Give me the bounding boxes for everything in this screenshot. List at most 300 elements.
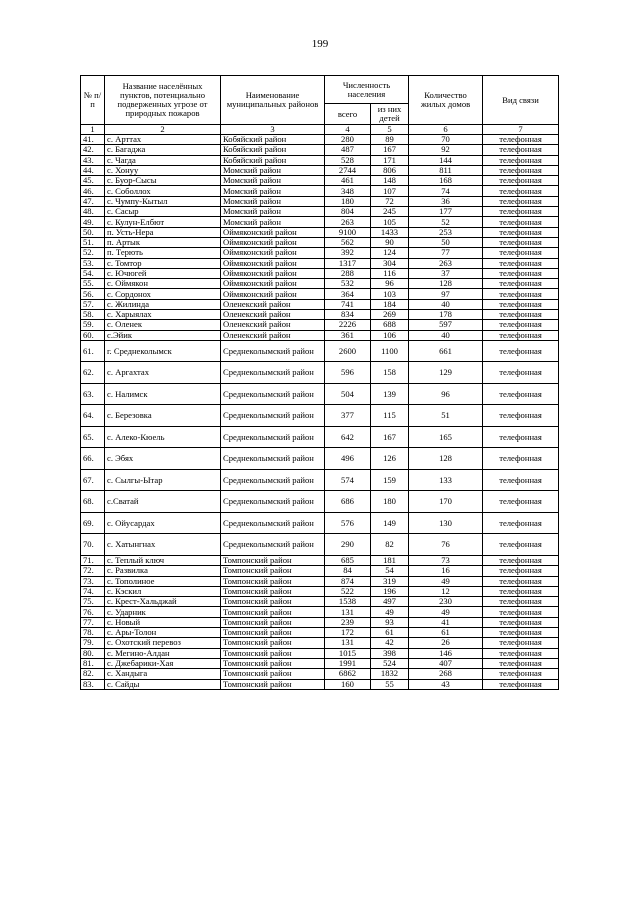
settlement-name: с. Сылгы-Ытар <box>105 469 221 491</box>
district-name: Томпонский район <box>221 628 325 638</box>
houses-count: 12 <box>409 586 483 596</box>
district-name: Оймяконский район <box>221 237 325 247</box>
table-row <box>81 165 559 175</box>
row-number: 47. <box>81 196 105 206</box>
population-children: 93 <box>371 617 409 627</box>
population-children: 245 <box>371 207 409 217</box>
population-total: 280 <box>325 135 371 145</box>
table-body <box>81 135 559 690</box>
table-row <box>81 534 559 556</box>
district-name: Среднеколымский район <box>221 426 325 448</box>
table-header <box>81 76 559 135</box>
row-number: 48. <box>81 207 105 217</box>
row-number: 67. <box>81 469 105 491</box>
district-name: Томпонский район <box>221 597 325 607</box>
houses-count: 70 <box>409 135 483 145</box>
row-number: 82. <box>81 669 105 679</box>
settlement-name: с. Хонуу <box>105 165 221 175</box>
settlement-name: с. Буор-Сысы <box>105 176 221 186</box>
row-number: 59. <box>81 320 105 330</box>
population-total: 804 <box>325 207 371 217</box>
population-children: 139 <box>371 383 409 405</box>
houses-count: 170 <box>409 491 483 513</box>
column-number: 3 <box>221 125 325 135</box>
population-total: 2226 <box>325 320 371 330</box>
population-total: 180 <box>325 196 371 206</box>
houses-count: 43 <box>409 679 483 689</box>
district-name: Оленекский район <box>221 330 325 340</box>
houses-count: 96 <box>409 383 483 405</box>
row-number: 63. <box>81 383 105 405</box>
district-name: Томпонский район <box>221 669 325 679</box>
row-number: 78. <box>81 628 105 638</box>
settlement-name: с. Крест-Хальджай <box>105 597 221 607</box>
communication-type: телефонная <box>483 299 559 309</box>
communication-type: телефонная <box>483 155 559 165</box>
table-row <box>81 268 559 278</box>
population-children: 806 <box>371 165 409 175</box>
population-children: 196 <box>371 586 409 596</box>
settlement-name: с. Чагда <box>105 155 221 165</box>
table-row <box>81 176 559 186</box>
district-name: Оймяконский район <box>221 268 325 278</box>
district-name: Томпонский район <box>221 566 325 576</box>
population-total: 1317 <box>325 258 371 268</box>
settlement-name: с.Эйик <box>105 330 221 340</box>
population-children: 89 <box>371 135 409 145</box>
district-name: Момский район <box>221 217 325 227</box>
population-children: 106 <box>371 330 409 340</box>
settlement-name: с. Харыялах <box>105 310 221 320</box>
population-children: 398 <box>371 648 409 658</box>
row-number: 45. <box>81 176 105 186</box>
district-name: Среднеколымский район <box>221 469 325 491</box>
table-row <box>81 186 559 196</box>
population-children: 115 <box>371 405 409 427</box>
population-total: 834 <box>325 310 371 320</box>
population-total: 496 <box>325 448 371 470</box>
settlement-name: с. Березовка <box>105 405 221 427</box>
population-children: 49 <box>371 607 409 617</box>
table-row <box>81 310 559 320</box>
communication-type: телефонная <box>483 405 559 427</box>
district-name: Среднеколымский район <box>221 512 325 534</box>
population-total: 1015 <box>325 648 371 658</box>
population-total: 2744 <box>325 165 371 175</box>
settlement-name: с. Теплый ключ <box>105 555 221 565</box>
settlement-name: с. Развилка <box>105 566 221 576</box>
table-row <box>81 648 559 658</box>
houses-count: 77 <box>409 248 483 258</box>
communication-type: телефонная <box>483 669 559 679</box>
communication-type: телефонная <box>483 555 559 565</box>
table-row <box>81 597 559 607</box>
row-number: 57. <box>81 299 105 309</box>
population-children: 167 <box>371 145 409 155</box>
district-name: Томпонский район <box>221 617 325 627</box>
communication-type: телефонная <box>483 566 559 576</box>
houses-count: 49 <box>409 607 483 617</box>
settlement-name: с. Оленек <box>105 320 221 330</box>
houses-count: 661 <box>409 340 483 362</box>
header-num: № п/п <box>81 76 105 125</box>
population-children: 116 <box>371 268 409 278</box>
population-total: 348 <box>325 186 371 196</box>
settlement-name: с. Сасыр <box>105 207 221 217</box>
houses-count: 97 <box>409 289 483 299</box>
houses-count: 128 <box>409 279 483 289</box>
population-total: 172 <box>325 628 371 638</box>
population-children: 304 <box>371 258 409 268</box>
district-name: Среднеколымский район <box>221 448 325 470</box>
houses-count: 178 <box>409 310 483 320</box>
population-children: 42 <box>371 638 409 648</box>
district-name: Оймяконский район <box>221 258 325 268</box>
population-total: 741 <box>325 299 371 309</box>
table-row <box>81 669 559 679</box>
houses-count: 74 <box>409 186 483 196</box>
district-name: Кобяйский район <box>221 145 325 155</box>
houses-count: 263 <box>409 258 483 268</box>
row-number: 75. <box>81 597 105 607</box>
settlement-name: с. Багаджа <box>105 145 221 155</box>
district-name: Среднеколымский район <box>221 491 325 513</box>
settlement-name: с. Ойусардах <box>105 512 221 534</box>
district-name: Момский район <box>221 196 325 206</box>
population-total: 377 <box>325 405 371 427</box>
table-row <box>81 196 559 206</box>
row-number: 64. <box>81 405 105 427</box>
district-name: Оленекский район <box>221 320 325 330</box>
table-row <box>81 566 559 576</box>
houses-count: 50 <box>409 237 483 247</box>
communication-type: телефонная <box>483 320 559 330</box>
houses-count: 37 <box>409 268 483 278</box>
communication-type: телефонная <box>483 330 559 340</box>
column-number: 1 <box>81 125 105 135</box>
houses-count: 16 <box>409 566 483 576</box>
table-row <box>81 469 559 491</box>
houses-count: 253 <box>409 227 483 237</box>
settlement-name: с. Томтор <box>105 258 221 268</box>
row-number: 74. <box>81 586 105 596</box>
population-total: 2600 <box>325 340 371 362</box>
table-row <box>81 207 559 217</box>
header-communication: Вид связи <box>483 76 559 125</box>
communication-type: телефонная <box>483 310 559 320</box>
population-total: 522 <box>325 586 371 596</box>
column-number: 4 <box>325 125 371 135</box>
row-number: 77. <box>81 617 105 627</box>
population-children: 181 <box>371 555 409 565</box>
settlement-name: с. Чумпу-Кытыл <box>105 196 221 206</box>
district-name: Среднеколымский район <box>221 362 325 384</box>
communication-type: телефонная <box>483 448 559 470</box>
table-row <box>81 448 559 470</box>
houses-count: 407 <box>409 658 483 668</box>
communication-type: телефонная <box>483 165 559 175</box>
houses-count: 597 <box>409 320 483 330</box>
row-number: 80. <box>81 648 105 658</box>
settlement-name: с. Сайды <box>105 679 221 689</box>
district-name: Кобяйский район <box>221 155 325 165</box>
communication-type: телефонная <box>483 383 559 405</box>
row-number: 54. <box>81 268 105 278</box>
table-row <box>81 586 559 596</box>
table-row <box>81 289 559 299</box>
population-total: 9100 <box>325 227 371 237</box>
district-name: Томпонский район <box>221 555 325 565</box>
settlement-name: с. Ары-Толон <box>105 628 221 638</box>
header-population-children: из них детей <box>371 104 409 125</box>
population-total: 504 <box>325 383 371 405</box>
row-number: 53. <box>81 258 105 268</box>
population-total: 1538 <box>325 597 371 607</box>
communication-type: телефонная <box>483 597 559 607</box>
column-number: 6 <box>409 125 483 135</box>
table-row <box>81 555 559 565</box>
district-name: Оленекский район <box>221 310 325 320</box>
district-name: Среднеколымский район <box>221 340 325 362</box>
communication-type: телефонная <box>483 628 559 638</box>
table-row <box>81 362 559 384</box>
table-row <box>81 491 559 513</box>
communication-type: телефонная <box>483 607 559 617</box>
houses-count: 52 <box>409 217 483 227</box>
district-name: Кобяйский район <box>221 135 325 145</box>
population-children: 103 <box>371 289 409 299</box>
row-number: 42. <box>81 145 105 155</box>
row-number: 41. <box>81 135 105 145</box>
table-row <box>81 576 559 586</box>
row-number: 50. <box>81 227 105 237</box>
table-row <box>81 258 559 268</box>
row-number: 79. <box>81 638 105 648</box>
district-name: Момский район <box>221 186 325 196</box>
settlement-name: с. Налимск <box>105 383 221 405</box>
settlement-name: п. Усть-Нера <box>105 227 221 237</box>
communication-type: телефонная <box>483 469 559 491</box>
population-total: 528 <box>325 155 371 165</box>
communication-type: телефонная <box>483 617 559 627</box>
houses-count: 129 <box>409 362 483 384</box>
population-total: 361 <box>325 330 371 340</box>
population-total: 576 <box>325 512 371 534</box>
population-total: 874 <box>325 576 371 586</box>
settlement-name: с. Алеко-Кюель <box>105 426 221 448</box>
houses-count: 36 <box>409 196 483 206</box>
row-number: 49. <box>81 217 105 227</box>
communication-type: телефонная <box>483 426 559 448</box>
population-children: 171 <box>371 155 409 165</box>
population-total: 364 <box>325 289 371 299</box>
communication-type: телефонная <box>483 289 559 299</box>
row-number: 65. <box>81 426 105 448</box>
communication-type: телефонная <box>483 658 559 668</box>
settlement-name: с. Тополиное <box>105 576 221 586</box>
settlements-table <box>80 75 559 690</box>
settlement-name: с. Эбях <box>105 448 221 470</box>
population-children: 105 <box>371 217 409 227</box>
population-total: 461 <box>325 176 371 186</box>
row-number: 44. <box>81 165 105 175</box>
table-row <box>81 320 559 330</box>
row-number: 58. <box>81 310 105 320</box>
settlement-name: с. Новый <box>105 617 221 627</box>
houses-count: 165 <box>409 426 483 448</box>
table-row <box>81 217 559 227</box>
district-name: Томпонский район <box>221 576 325 586</box>
table-row <box>81 227 559 237</box>
district-name: Оймяконский район <box>221 279 325 289</box>
table-row <box>81 279 559 289</box>
population-total: 6862 <box>325 669 371 679</box>
row-number: 81. <box>81 658 105 668</box>
population-total: 263 <box>325 217 371 227</box>
column-number: 2 <box>105 125 221 135</box>
district-name: Томпонский район <box>221 586 325 596</box>
settlement-name: с. Хандыга <box>105 669 221 679</box>
population-children: 72 <box>371 196 409 206</box>
communication-type: телефонная <box>483 512 559 534</box>
settlement-name: с. Сордонох <box>105 289 221 299</box>
population-children: 180 <box>371 491 409 513</box>
row-number: 70. <box>81 534 105 556</box>
table-row <box>81 299 559 309</box>
row-number: 68. <box>81 491 105 513</box>
population-children: 184 <box>371 299 409 309</box>
communication-type: телефонная <box>483 237 559 247</box>
district-name: Момский район <box>221 165 325 175</box>
table-row <box>81 617 559 627</box>
communication-type: телефонная <box>483 258 559 268</box>
houses-count: 811 <box>409 165 483 175</box>
settlement-name: с. Арттах <box>105 135 221 145</box>
row-number: 83. <box>81 679 105 689</box>
houses-count: 41 <box>409 617 483 627</box>
population-total: 288 <box>325 268 371 278</box>
houses-count: 73 <box>409 555 483 565</box>
district-name: Оймяконский район <box>221 289 325 299</box>
communication-type: телефонная <box>483 362 559 384</box>
communication-type: телефонная <box>483 227 559 237</box>
population-children: 61 <box>371 628 409 638</box>
settlement-name: с. Оймякон <box>105 279 221 289</box>
column-number: 7 <box>483 125 559 135</box>
table-row <box>81 607 559 617</box>
population-children: 107 <box>371 186 409 196</box>
table-row <box>81 383 559 405</box>
communication-type: телефонная <box>483 207 559 217</box>
houses-count: 51 <box>409 405 483 427</box>
houses-count: 40 <box>409 299 483 309</box>
population-total: 487 <box>325 145 371 155</box>
district-name: Момский район <box>221 207 325 217</box>
table-row <box>81 330 559 340</box>
population-total: 160 <box>325 679 371 689</box>
district-name: Оленекский район <box>221 299 325 309</box>
table-row <box>81 638 559 648</box>
row-number: 76. <box>81 607 105 617</box>
population-total: 685 <box>325 555 371 565</box>
population-children: 1433 <box>371 227 409 237</box>
population-children: 167 <box>371 426 409 448</box>
row-number: 55. <box>81 279 105 289</box>
district-name: Оймяконский район <box>221 227 325 237</box>
row-number: 52. <box>81 248 105 258</box>
table-row <box>81 658 559 668</box>
population-total: 392 <box>325 248 371 258</box>
settlement-name: с. Кэскил <box>105 586 221 596</box>
header-population: Численность населения <box>325 76 409 104</box>
population-children: 269 <box>371 310 409 320</box>
communication-type: телефонная <box>483 145 559 155</box>
district-name: Оймяконский район <box>221 248 325 258</box>
population-total: 84 <box>325 566 371 576</box>
communication-type: телефонная <box>483 248 559 258</box>
houses-count: 268 <box>409 669 483 679</box>
houses-count: 61 <box>409 628 483 638</box>
settlement-name: с. Ударник <box>105 607 221 617</box>
population-children: 148 <box>371 176 409 186</box>
houses-count: 76 <box>409 534 483 556</box>
settlement-name: с. Мегино-Алдан <box>105 648 221 658</box>
population-total: 131 <box>325 638 371 648</box>
population-children: 1832 <box>371 669 409 679</box>
population-children: 319 <box>371 576 409 586</box>
houses-count: 49 <box>409 576 483 586</box>
row-number: 46. <box>81 186 105 196</box>
population-children: 55 <box>371 679 409 689</box>
settlement-name: с. Аргахтах <box>105 362 221 384</box>
population-children: 688 <box>371 320 409 330</box>
communication-type: телефонная <box>483 135 559 145</box>
table-row <box>81 426 559 448</box>
settlement-name: с. Соболлох <box>105 186 221 196</box>
table-row <box>81 679 559 689</box>
settlement-name: с.Сватай <box>105 491 221 513</box>
district-name: Томпонский район <box>221 648 325 658</box>
population-total: 686 <box>325 491 371 513</box>
header-district: Наименование муниципальных районов <box>221 76 325 125</box>
population-children: 126 <box>371 448 409 470</box>
communication-type: телефонная <box>483 576 559 586</box>
district-name: Момский район <box>221 176 325 186</box>
population-total: 239 <box>325 617 371 627</box>
table-row <box>81 340 559 362</box>
communication-type: телефонная <box>483 638 559 648</box>
row-number: 43. <box>81 155 105 165</box>
population-children: 149 <box>371 512 409 534</box>
population-children: 96 <box>371 279 409 289</box>
settlement-name: с. Охотский перевоз <box>105 638 221 648</box>
population-total: 642 <box>325 426 371 448</box>
houses-count: 26 <box>409 638 483 648</box>
row-number: 56. <box>81 289 105 299</box>
communication-type: телефонная <box>483 534 559 556</box>
settlement-name: с. Жилинда <box>105 299 221 309</box>
settlement-name: п. Артык <box>105 237 221 247</box>
district-name: Среднеколымский район <box>221 383 325 405</box>
population-children: 1100 <box>371 340 409 362</box>
communication-type: телефонная <box>483 176 559 186</box>
row-number: 71. <box>81 555 105 565</box>
houses-count: 168 <box>409 176 483 186</box>
district-name: Томпонский район <box>221 658 325 668</box>
table-row <box>81 237 559 247</box>
communication-type: телефонная <box>483 586 559 596</box>
header-houses: Количество жилых домов <box>409 76 483 125</box>
